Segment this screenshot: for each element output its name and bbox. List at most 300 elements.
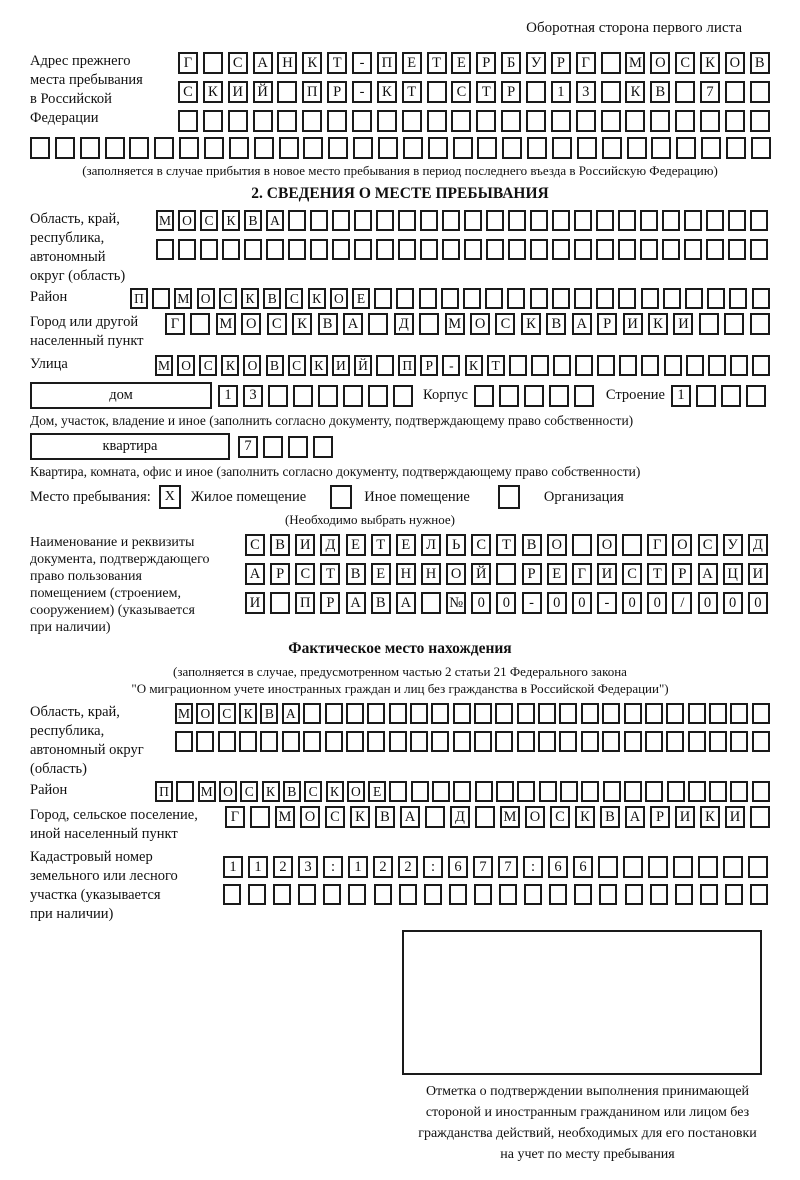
char-box xyxy=(559,731,577,752)
char-box xyxy=(367,703,385,724)
char-box: Е xyxy=(346,534,366,556)
char-box xyxy=(313,436,333,458)
char-box xyxy=(179,137,199,159)
char-box xyxy=(393,385,413,407)
char-box xyxy=(517,703,535,724)
char-box xyxy=(707,288,725,309)
char-box: В xyxy=(260,703,278,724)
char-box xyxy=(650,110,670,132)
char-box: М xyxy=(216,313,236,335)
char-box xyxy=(421,592,441,614)
char-box-row xyxy=(223,884,768,905)
char-box xyxy=(574,239,592,260)
apartment-label-box: квартира xyxy=(30,433,230,460)
char-box xyxy=(601,110,621,132)
label-line: гражданства действий, необходимых для его постановки xyxy=(418,1126,757,1141)
char-box xyxy=(539,781,557,802)
char-box xyxy=(449,884,467,905)
char-box xyxy=(303,703,321,724)
char-box: 7 xyxy=(238,436,258,458)
char-box-row xyxy=(156,239,768,260)
char-box: М xyxy=(275,806,295,828)
char-box: И xyxy=(332,355,350,376)
char-box: : xyxy=(423,856,443,878)
char-box xyxy=(228,110,248,132)
char-box xyxy=(223,884,241,905)
label-line: на учет по месту пребывания xyxy=(500,1147,675,1162)
char-box xyxy=(431,731,449,752)
char-box: С xyxy=(285,288,303,309)
char-box: П xyxy=(295,592,315,614)
char-box: Т xyxy=(487,355,505,376)
char-box: 2 xyxy=(398,856,418,878)
char-box xyxy=(427,110,447,132)
char-box: О xyxy=(241,313,261,335)
char-box xyxy=(640,239,658,260)
char-box xyxy=(698,856,718,878)
label-line: Адрес прежнего xyxy=(30,53,131,69)
char-box xyxy=(499,385,519,407)
char-box: Е xyxy=(368,781,386,802)
char-box xyxy=(729,288,747,309)
char-box xyxy=(420,210,438,231)
char-box xyxy=(730,703,748,724)
char-box: / xyxy=(672,592,692,614)
char-box-row xyxy=(130,288,770,309)
char-box: О xyxy=(650,52,670,74)
char-box xyxy=(559,703,577,724)
label-line: стороной и иностранным гражданином или лицом без xyxy=(425,1105,750,1120)
char-box xyxy=(517,731,535,752)
city-field xyxy=(30,313,770,351)
char-box xyxy=(288,210,306,231)
char-box xyxy=(622,534,642,556)
label-line: автономный xyxy=(30,249,106,265)
option-other-premises-label: Иное помещение xyxy=(364,488,470,505)
char-box xyxy=(624,703,642,724)
char-box: : xyxy=(523,856,543,878)
char-box xyxy=(282,731,300,752)
char-box xyxy=(508,210,526,231)
char-box: 2 xyxy=(373,856,393,878)
char-box xyxy=(666,731,684,752)
char-box xyxy=(499,884,517,905)
actual-district-label: Район xyxy=(30,782,68,798)
char-box: С xyxy=(288,355,306,376)
char-box: Е xyxy=(402,52,422,74)
char-box: Р xyxy=(672,563,692,585)
char-box xyxy=(538,703,556,724)
char-box xyxy=(752,288,770,309)
checkbox-organization xyxy=(498,485,520,509)
char-box xyxy=(645,781,663,802)
char-box xyxy=(453,731,471,752)
char-box xyxy=(156,239,174,260)
char-box xyxy=(411,781,429,802)
char-box xyxy=(428,137,448,159)
char-box-row xyxy=(155,355,770,376)
char-box: Д xyxy=(748,534,768,556)
char-box xyxy=(725,81,745,103)
char-box: 3 xyxy=(298,856,318,878)
char-box xyxy=(508,239,526,260)
char-box xyxy=(685,288,703,309)
char-box: Н xyxy=(277,52,297,74)
char-box xyxy=(667,781,685,802)
char-box xyxy=(474,884,492,905)
char-box: С xyxy=(219,288,237,309)
char-box: Г xyxy=(225,806,245,828)
char-box: С xyxy=(675,52,695,74)
char-box: С xyxy=(218,703,236,724)
char-box: Г xyxy=(572,563,592,585)
prev-address-overflow-row xyxy=(30,137,771,159)
char-box: П xyxy=(398,355,416,376)
char-box xyxy=(346,731,364,752)
char-box: : xyxy=(323,856,343,878)
char-box: М xyxy=(500,806,520,828)
char-box xyxy=(178,110,198,132)
char-box xyxy=(560,781,578,802)
char-box xyxy=(203,110,223,132)
char-box xyxy=(574,288,592,309)
house-note: Дом, участок, владение и иное (заполнить согласно документу, подтверждающему право собственности) xyxy=(30,413,634,428)
char-box: А xyxy=(282,703,300,724)
label-line: иной населенный пункт xyxy=(30,826,178,842)
char-box xyxy=(538,731,556,752)
street-field xyxy=(30,355,770,376)
char-box xyxy=(602,137,622,159)
char-box xyxy=(688,731,706,752)
char-box xyxy=(463,288,481,309)
label-line: места пребывания xyxy=(30,72,143,88)
char-box: 0 xyxy=(496,592,516,614)
char-box: К xyxy=(521,313,541,335)
char-box: № xyxy=(446,592,466,614)
district-field xyxy=(30,288,770,309)
char-box xyxy=(748,856,768,878)
label-line: республика, xyxy=(30,230,105,246)
checkbox-other-premises xyxy=(330,485,352,509)
label-line: Область, край, xyxy=(30,211,120,227)
char-box: Г xyxy=(178,52,198,74)
char-box xyxy=(549,385,569,407)
char-box xyxy=(721,385,741,407)
label-line: Федерации xyxy=(30,110,99,126)
label-line: Наименование и реквизиты xyxy=(30,535,195,550)
char-box xyxy=(709,781,727,802)
char-box xyxy=(377,110,397,132)
apartment-number-boxes xyxy=(238,436,333,458)
actual-city-label xyxy=(30,806,225,844)
char-box xyxy=(619,355,637,376)
char-box: К xyxy=(377,81,397,103)
char-box xyxy=(662,239,680,260)
char-box xyxy=(495,731,513,752)
char-box: К xyxy=(221,355,239,376)
char-box xyxy=(353,137,373,159)
char-box-row xyxy=(225,806,770,828)
char-box xyxy=(374,884,392,905)
char-box xyxy=(641,355,659,376)
char-box: Т xyxy=(320,563,340,585)
char-box xyxy=(552,288,570,309)
stroenie-boxes xyxy=(671,385,766,407)
district-label: Район xyxy=(30,289,68,305)
char-box xyxy=(419,288,437,309)
char-box xyxy=(675,81,695,103)
char-box xyxy=(596,288,614,309)
char-box: Д xyxy=(394,313,414,335)
char-box: Н xyxy=(396,563,416,585)
char-box xyxy=(596,210,614,231)
char-box xyxy=(509,355,527,376)
char-box xyxy=(598,856,618,878)
char-box: Т xyxy=(647,563,667,585)
char-box xyxy=(574,210,592,231)
char-box: О xyxy=(470,313,490,335)
char-box xyxy=(645,731,663,752)
char-box: С xyxy=(199,355,217,376)
char-box: В xyxy=(650,81,670,103)
house-row xyxy=(30,382,770,409)
char-box xyxy=(328,137,348,159)
char-box: И xyxy=(673,313,693,335)
label-line: Кадастровый номер xyxy=(30,849,153,865)
char-box: К xyxy=(350,806,370,828)
char-box: Т xyxy=(496,534,516,556)
confirmation-stamp-box xyxy=(402,930,762,1075)
char-box xyxy=(725,110,745,132)
char-box xyxy=(723,856,743,878)
char-box-row xyxy=(245,592,768,614)
char-box xyxy=(310,239,328,260)
city-label xyxy=(30,313,165,351)
char-box: С xyxy=(550,806,570,828)
char-box xyxy=(475,806,495,828)
char-box xyxy=(200,239,218,260)
char-box: К xyxy=(465,355,483,376)
char-box xyxy=(248,884,266,905)
option-organization-label: Организация xyxy=(543,488,624,505)
char-box xyxy=(442,210,460,231)
char-box xyxy=(105,137,125,159)
char-box: О xyxy=(196,703,214,724)
char-box xyxy=(752,731,770,752)
char-box: 6 xyxy=(448,856,468,878)
char-box xyxy=(218,731,236,752)
char-box: О xyxy=(547,534,567,556)
char-box xyxy=(752,355,770,376)
char-box: 3 xyxy=(243,385,263,407)
char-box xyxy=(410,703,428,724)
char-box: С xyxy=(325,806,345,828)
char-box: Ц xyxy=(723,563,743,585)
char-box: А xyxy=(346,592,366,614)
char-box: И xyxy=(245,592,265,614)
char-box xyxy=(627,137,647,159)
label-line: право пользования xyxy=(30,569,142,584)
char-box: В xyxy=(346,563,366,585)
char-box xyxy=(279,137,299,159)
char-box: А xyxy=(572,313,592,335)
char-box: Р xyxy=(522,563,542,585)
char-box xyxy=(376,210,394,231)
char-box xyxy=(431,703,449,724)
char-box: И xyxy=(228,81,248,103)
char-box-row xyxy=(178,52,770,74)
char-box xyxy=(442,239,460,260)
char-box: А xyxy=(245,563,265,585)
char-box xyxy=(277,81,297,103)
char-box: 7 xyxy=(700,81,720,103)
char-box xyxy=(410,731,428,752)
street-label: Улица xyxy=(30,356,68,372)
char-box xyxy=(675,110,695,132)
char-box: Н xyxy=(421,563,441,585)
char-box: Т xyxy=(371,534,391,556)
char-box-row xyxy=(178,110,770,132)
char-box xyxy=(367,731,385,752)
char-box xyxy=(270,592,290,614)
char-box xyxy=(651,137,671,159)
char-box xyxy=(323,884,341,905)
label-line: Город или другой xyxy=(30,314,139,330)
char-box xyxy=(288,436,308,458)
char-box xyxy=(263,436,283,458)
char-box xyxy=(420,239,438,260)
char-box xyxy=(474,703,492,724)
char-box xyxy=(476,110,496,132)
char-box: О xyxy=(243,355,261,376)
char-box: Е xyxy=(451,52,471,74)
label-line: Область, край, xyxy=(30,704,120,720)
char-box xyxy=(750,110,770,132)
char-box xyxy=(453,137,473,159)
house-number-boxes xyxy=(218,385,413,407)
apartment-row xyxy=(30,433,770,460)
char-box xyxy=(254,137,274,159)
char-box xyxy=(688,703,706,724)
char-box-row xyxy=(223,856,768,878)
char-box: У xyxy=(526,52,546,74)
char-box xyxy=(310,210,328,231)
char-box xyxy=(524,385,544,407)
checkbox-residential: X xyxy=(159,485,181,509)
char-box: О xyxy=(525,806,545,828)
char-box: И xyxy=(295,534,315,556)
char-box xyxy=(750,210,768,231)
char-box: Т xyxy=(327,52,347,74)
char-box: - xyxy=(442,355,460,376)
char-box xyxy=(368,313,388,335)
char-box xyxy=(154,137,174,159)
char-box xyxy=(650,884,668,905)
char-box: Т xyxy=(427,52,447,74)
char-box: 7 xyxy=(473,856,493,878)
char-box xyxy=(581,781,599,802)
char-box: 6 xyxy=(548,856,568,878)
char-box: М xyxy=(198,781,216,802)
char-box xyxy=(645,703,663,724)
char-box: П xyxy=(377,52,397,74)
char-box xyxy=(346,703,364,724)
char-box: С xyxy=(200,210,218,231)
char-box xyxy=(618,239,636,260)
char-box xyxy=(190,313,210,335)
char-box xyxy=(453,703,471,724)
char-box: К xyxy=(575,806,595,828)
char-box: А xyxy=(625,806,645,828)
char-box-row xyxy=(175,731,770,752)
document-field xyxy=(30,534,770,636)
char-box-row xyxy=(155,781,770,802)
char-box xyxy=(451,110,471,132)
char-box: 0 xyxy=(748,592,768,614)
char-box xyxy=(750,806,770,828)
char-box: Г xyxy=(165,313,185,335)
char-box: Е xyxy=(547,563,567,585)
document-rows xyxy=(245,534,768,614)
char-box-row xyxy=(175,703,770,724)
stay-type-row xyxy=(30,484,770,510)
char-box: О xyxy=(219,781,237,802)
char-box: С xyxy=(228,52,248,74)
char-box: 0 xyxy=(723,592,743,614)
char-box: 1 xyxy=(348,856,368,878)
char-box: Д xyxy=(450,806,470,828)
char-box xyxy=(378,137,398,159)
char-box: К xyxy=(302,52,322,74)
char-box: С xyxy=(240,781,258,802)
char-box: Е xyxy=(396,534,416,556)
char-box: В xyxy=(600,806,620,828)
char-box xyxy=(474,385,494,407)
actual-region-label xyxy=(30,703,175,779)
char-box: 0 xyxy=(698,592,718,614)
char-box: А xyxy=(343,313,363,335)
char-box: М xyxy=(155,355,173,376)
char-box: В xyxy=(375,806,395,828)
char-box: М xyxy=(625,52,645,74)
prev-address-field xyxy=(30,52,770,132)
char-box xyxy=(751,137,771,159)
char-box: 1 xyxy=(223,856,243,878)
char-box xyxy=(572,534,592,556)
prev-address-note: (заполняется в случае прибытия в новое место пребывания в период последнего въезда в Российскую Федерацию) xyxy=(82,163,718,178)
char-box xyxy=(175,731,193,752)
char-box: К xyxy=(625,81,645,103)
region-label xyxy=(30,210,156,286)
char-box xyxy=(526,81,546,103)
char-box xyxy=(475,781,493,802)
char-box xyxy=(581,731,599,752)
char-box: Е xyxy=(352,288,370,309)
char-box xyxy=(396,288,414,309)
char-box: К xyxy=(308,288,326,309)
char-box xyxy=(618,210,636,231)
char-box: С xyxy=(178,81,198,103)
char-box: - xyxy=(522,592,542,614)
korpus-boxes xyxy=(474,385,594,407)
char-box xyxy=(581,703,599,724)
char-box: 6 xyxy=(573,856,593,878)
char-box xyxy=(675,884,693,905)
char-box xyxy=(524,884,542,905)
char-box xyxy=(530,210,548,231)
label-line: сооружением) (указывается xyxy=(30,603,195,618)
char-box: С xyxy=(451,81,471,103)
